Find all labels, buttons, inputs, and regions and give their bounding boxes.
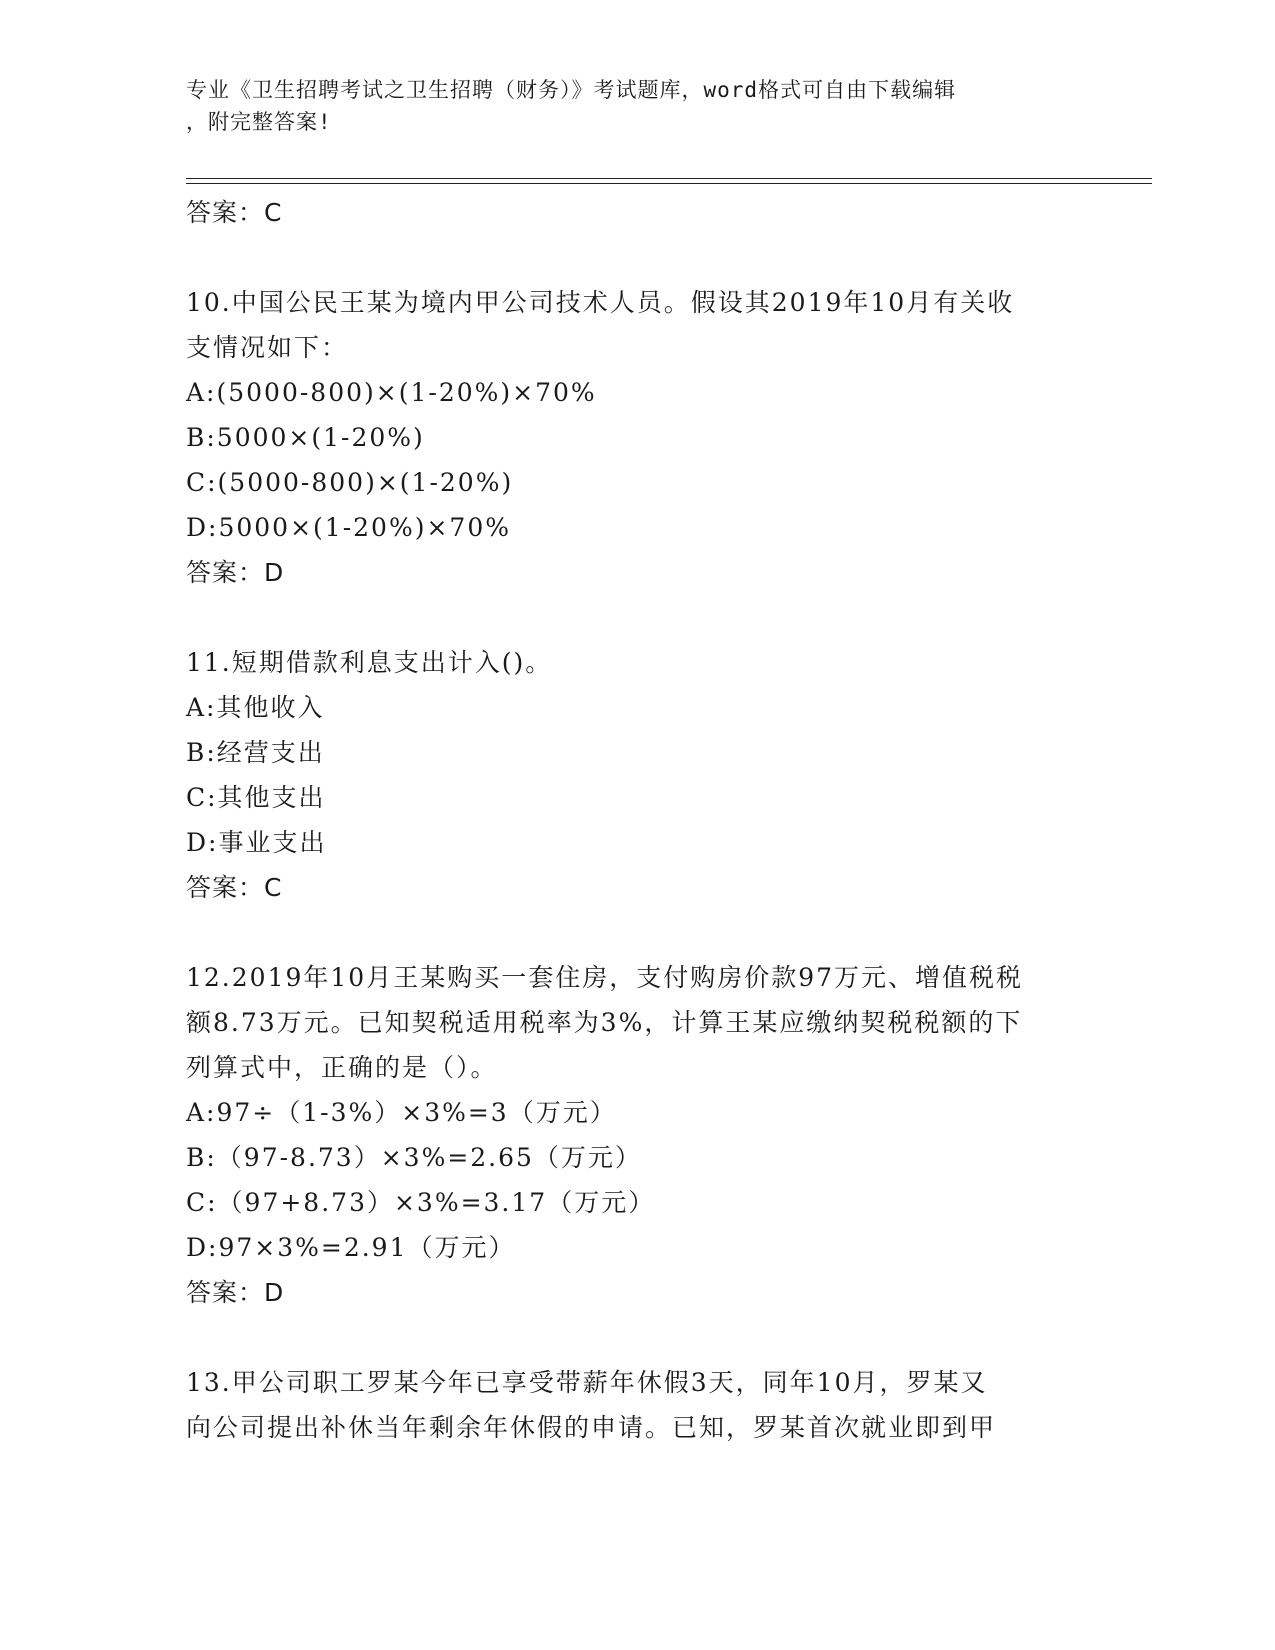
answer-line: 答案：D xyxy=(186,558,285,587)
spacer xyxy=(186,910,1086,955)
question-13 xyxy=(186,1360,1086,1450)
stem-line: 13.甲公司职工罗某今年已享受带薪年休假3天，同年10月，罗某又 xyxy=(186,1368,988,1397)
header-line-1: 专业《卫生招聘考试之卫生招聘（财务）》考试题库，word格式可自由下载编辑 xyxy=(186,78,957,102)
question-stem xyxy=(186,955,1086,1090)
stem-line: 额8.73万元。已知契税适用税率为3%，计算王某应缴纳契税税额的下 xyxy=(186,1008,1023,1037)
option-c: C:（97+8.73）×3%=3.17（万元） xyxy=(186,1188,656,1217)
spacer xyxy=(186,595,1086,640)
option-d: D:事业支出 xyxy=(186,828,327,857)
stem-line: 12.2019年10月王某购买一套住房，支付购房价款97万元、增值税税 xyxy=(186,963,1024,992)
option-b: B:经营支出 xyxy=(186,738,325,767)
page-header xyxy=(186,74,1086,138)
question-12 xyxy=(186,955,1086,1315)
stem-line: 向公司提出补休当年剩余年休假的申请。已知，罗某首次就业即到甲 xyxy=(186,1413,997,1442)
option-a: A:(5000-800)×(1-20%)×70% xyxy=(186,378,597,407)
question-11 xyxy=(186,640,1086,910)
stem-line: 列算式中，正确的是（）。 xyxy=(186,1053,498,1082)
stem-line: 10.中国公民王某为境内甲公司技术人员。假设其2019年10月有关收 xyxy=(186,288,1015,317)
spacer xyxy=(186,235,1086,280)
option-b: B:5000×(1-20%) xyxy=(186,423,425,452)
answer-line: 答案：D xyxy=(186,1278,285,1307)
option-b: B:（97-8.73）×3%=2.65（万元） xyxy=(186,1143,642,1172)
question-stem xyxy=(186,280,1086,370)
option-a: A:其他收入 xyxy=(186,693,325,722)
answer-line: 答案：C xyxy=(186,873,283,902)
answer-line: 答案：C xyxy=(186,198,283,227)
header-rule-bottom xyxy=(186,183,1152,184)
header-line-2: ，附完整答案! xyxy=(186,110,332,134)
option-c: C:其他支出 xyxy=(186,783,326,812)
option-d: D:5000×(1-20%)×70% xyxy=(186,513,511,542)
document-body xyxy=(186,190,1086,1450)
option-a: A:97÷（1-3%）×3%=3（万元） xyxy=(186,1098,617,1127)
option-c: C:(5000-800)×(1-20%) xyxy=(186,468,514,497)
question-stem xyxy=(186,640,1086,685)
spacer xyxy=(186,1315,1086,1360)
stem-line: 11.短期借款利息支出计入()。 xyxy=(186,648,553,677)
question-10 xyxy=(186,280,1086,595)
header-rule-top xyxy=(186,178,1152,179)
option-d: D:97×3%=2.91（万元） xyxy=(186,1233,516,1262)
stem-line: 支情况如下： xyxy=(186,333,349,362)
question-stem xyxy=(186,1360,1086,1450)
